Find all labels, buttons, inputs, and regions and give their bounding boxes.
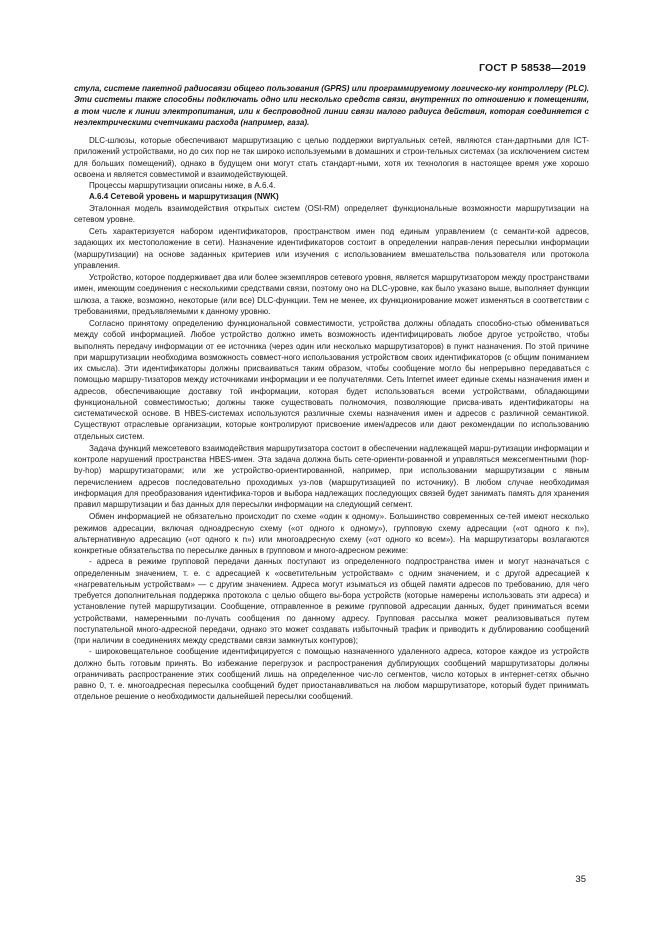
paragraph-network-ids: Сеть характеризуется набором идентификаторов, пространством имен под единым управлением (с семанти-кой адресов, задающих их местоположение в сети). Назначение идентификаторов состоит в определении направ-ления пересылки информации (маршрутизации) на основе заданных критериев или изучения с использованием вмешательства пользователя или протокола управления. xyxy=(74,227,589,270)
list-item-multicast: - адреса в режиме групповой передачи данных поступают из определенного подпространства имен и могут назначаться с определенным значением, т. е. с адресацией к «осветительным устройствам» с одним значением, и с другой адресацией к «нагревательным устройствам» — с другим значением. Адреса могут изыматься из общей памяти адресов по требованию, для чего требуется дополнительная поддержка протокола с целью общего вы-бора устройств (которые намерены использовать эти адреса) и установление путей маршрутизации. Сообщение, отправленное в режиме групповой адресации данных, будет приниматься всеми устройствами, намеренными по-лучать сообщения по данному адресу. Групповая рассылка может реализовываться путем поступательной много-адресной передачи, однако это может создавать избыточный трафик и приводить к дублированию сообщений (при наличии в соединениях между средствами связи замкнутых контуров); xyxy=(74,557,589,645)
paragraph-routing-ref: Процессы маршрутизации описаны ниже, в А.6.4. xyxy=(89,181,276,190)
section-heading: А.6.4 Сетевой уровень и маршрутизация (NWK) xyxy=(89,192,279,202)
document-body xyxy=(74,83,589,703)
paragraph-interoperability: Согласно принятому определению функциональной совместимости, устройства должны обладать способно-стью обмениваться между собой информацией. Любое устройство должно иметь возможность идентифицировать любое другое устройство, чтобы выполнять передачу информации от ее источника (через один или несколько маршрутизаторов) в пункт назначения. По этой причине при маршрутизации необходима возможность совмест-ного использования устройством своих идентификаторов (с общим пониманием их смысла). Эти идентификаторы должны присваиваться таким образом, чтобы сообщение могло бы непрерывно передаваться с помощью маршру-тизаторов между источниками информации и ее получателями. Сеть Internet имеет единые схемы назначения имен и адресов, обеспечивающие доставку той информации, которая будет использоваться всеми устройствами, обладающими функциональной совместимостью; должны также существовать полномочия, позволяющие присва-ивать идентификаторы на систематической основе. В HBES-системах используются различные схемы назначения имен и адресов с различной семантикой. Существуют отраслевые организации, которые контролируют присвоение имен/адресов или дают рекомендации по использованию отдельных систем. xyxy=(74,319,589,441)
list-item-broadcast: - широковещательное сообщение идентифицируется с помощью назначенного удаленного адреса, которое каждое из устройств должно быть готовым принять. Во избежание перегрузок и распространения дублирующих сообщений маршрутизаторы должны ограничивать распространение этих сообщений лишь на определенное чис-ло сегментов, число которых в интернет-сетях обычно равно 0, т. е. многоадресная пересылка сообщений будет приостанавливаться на любом маршрутизаторе, который будет принимать отдельное решение о необходимости дальнейшей пересылки сообщений. xyxy=(74,647,589,702)
standard-header: ГОСТ Р 58538—2019 xyxy=(478,62,586,74)
paragraph-osi: Эталонная модель взаимодействия открытых систем (OSI-RM) определяет функциональные возможности маршрутизации на сетевом уровне. xyxy=(74,203,589,224)
paragraph-addressing-modes: Обмен информацией не обязательно происходит по схеме «один к одному». Большинство современных се-тей имеют несколько режимов адресации, включая одноадресную схему («от одного к одному»), групповую схему адресации («от одного к n»), альтернативную адресацию («от одного к n») или многоадресную схему («от одного ко всем»). На маршрутизаторы возлагаются конкретные обязательства по пересылке данных в групповом и много-адресном режиме: xyxy=(74,512,589,555)
paragraph-internetworking: Задача функций межсетевого взаимодействия маршрутизатора состоит в обеспечении надлежащей марш-рутизации информации и контроле нарушений пространства HBES-имен. Эта задача должна быть сете-ориенти-рованной и управляться межсегментными (hop-by-hop) маршрутизаторами; или же устройство-ориентированной, например, при использовании маршрутизации с явным перечислением адресов последовательно проходимых уз-лов (маршрутизацией по источнику). В любом случае необходимая информация для преобразования идентифика-торов и выбора надлежащих последующих связей будет занимать память для хранения правил маршрутизации и баз данных для пересылки информации на следующий сегмент. xyxy=(74,443,589,509)
paragraph-router: Устройство, которое поддерживает два или более экземпляров сетевого уровня, является маршрутизатором между пространствами имен, имеющим соединения с несколькими средствами связи, поэтому оно на DLC-уровне, как было указано выше, выполняет функции шлюза, а также, возможно, некоторые (или все) DLC-функции. Тем не менее, их функционирование может изменяться в соответствии с требованиями, предъявляемыми к данному уровню. xyxy=(74,273,589,316)
intro-paragraph: стула, системе пакетной радиосвязи общего пользования (GPRS) или программируемому логическо-му контроллеру (PLC). Эти системы также способны подключать одно или несколько средств связи, внутренних по отношению к помещениям, в том числе к линии электропитания, или к беспроводной линии связи малого радиуса действия, которая соединяется с неэлектрическими счетчиками расхода (например, газа). xyxy=(74,84,589,127)
paragraph-dlc-gateways: DLC-шлюзы, которые обеспечивают маршрутизацию с целью поддержки виртуальных сетей, являются стан-дартными для ICT-приложений устройствами, но до сих пор не так широко используемыми в домашних и строи-тельных системах (за исключением систем для больших помещений), однако в будущем они могут стать стандарт-ными, хотя их технология в настоящее время уже хорошо освоена и является совместимой и взаимодействующей. xyxy=(74,136,589,179)
page-number: 35 xyxy=(575,874,586,885)
